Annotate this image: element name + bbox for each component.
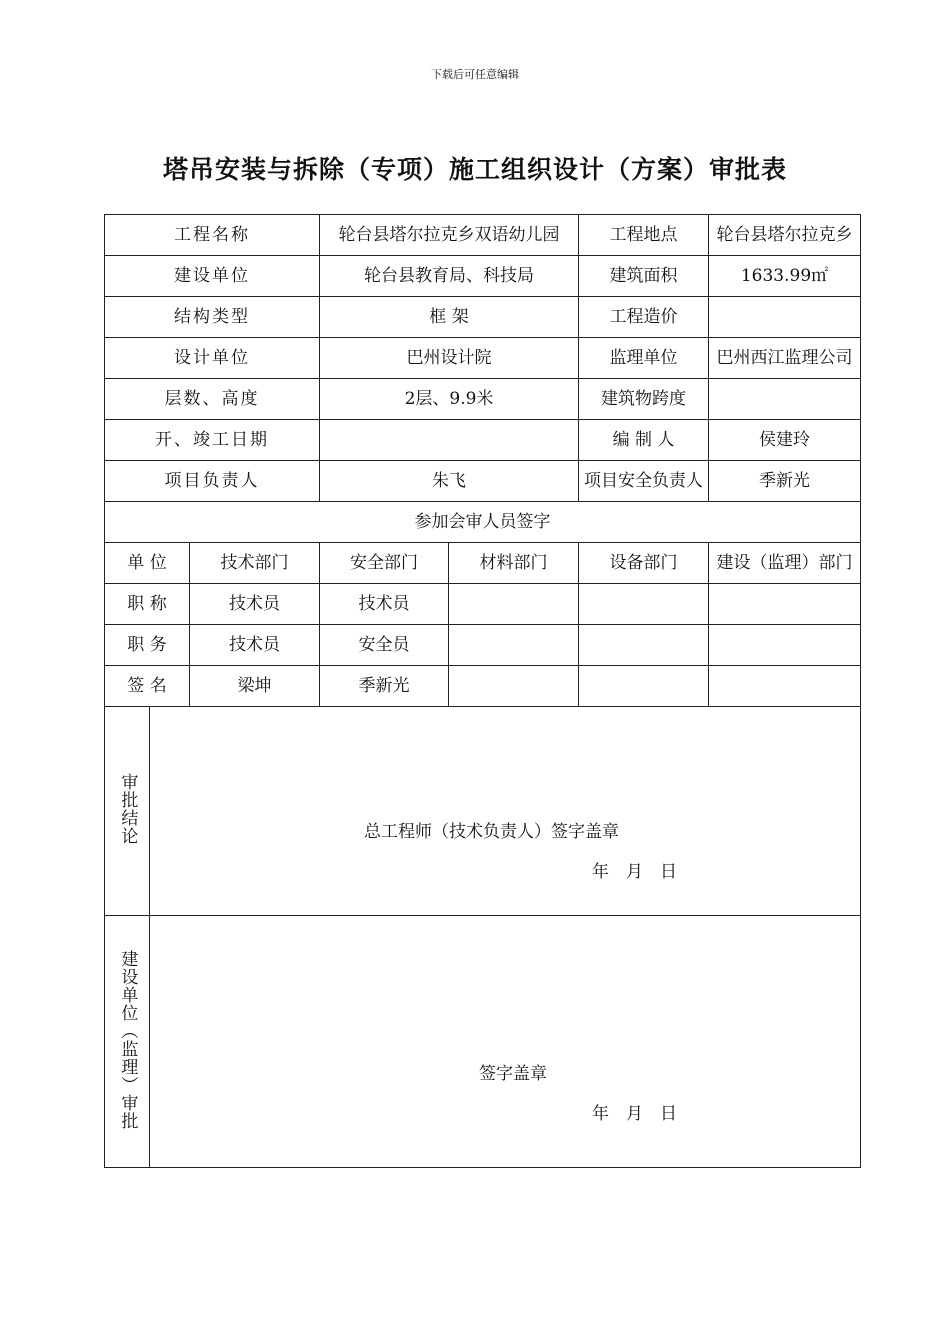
department-material: 材料部门 <box>449 543 579 584</box>
builder-approval-area <box>150 916 861 1168</box>
signature-material <box>449 666 579 707</box>
designer-value: 巴州设计院 <box>320 338 579 379</box>
editor-label: 编 制 人 <box>579 420 709 461</box>
area-label: 建筑面积 <box>579 256 709 297</box>
page-title: 塔吊安装与拆除（专项）施工组织设计（方案）审批表 <box>162 155 787 184</box>
project-location-value: 轮台县塔尔拉克乡 <box>709 215 861 256</box>
row-structure <box>105 297 861 338</box>
title-material <box>449 584 579 625</box>
row-signatures <box>105 666 861 707</box>
row-departments <box>105 543 861 584</box>
position-safety: 安全员 <box>320 625 449 666</box>
row-approval-conclusion <box>105 707 861 916</box>
department-tech: 技术部门 <box>190 543 320 584</box>
project-name-value: 轮台县塔尔拉克乡双语幼儿园 <box>320 215 579 256</box>
builder-approval-label-cell <box>105 916 150 1168</box>
cost-value <box>709 297 861 338</box>
cost-label: 工程造价 <box>579 297 709 338</box>
signature-builder-supervisor <box>709 666 861 707</box>
row-designer <box>105 338 861 379</box>
position-tech: 技术员 <box>190 625 320 666</box>
review-row-label-unit: 单 位 <box>105 543 190 584</box>
department-safety: 安全部门 <box>320 543 449 584</box>
project-name-label: 工程名称 <box>105 215 320 256</box>
floors-label: 层数、高度 <box>105 379 320 420</box>
builder-approval-date: 年 月 日 <box>592 1104 677 1124</box>
pm-label: 项目负责人 <box>105 461 320 502</box>
approval-form-table <box>104 214 861 1168</box>
signature-equipment <box>579 666 709 707</box>
row-floors <box>105 379 861 420</box>
title-safety: 技术员 <box>320 584 449 625</box>
position-material <box>449 625 579 666</box>
review-row-label-signature: 签 名 <box>105 666 190 707</box>
signature-safety: 季新光 <box>320 666 449 707</box>
row-project-name <box>105 215 861 256</box>
review-section-title: 参加会审人员签字 <box>105 502 861 543</box>
designer-label: 设计单位 <box>105 338 320 379</box>
structure-label: 结构类型 <box>105 297 320 338</box>
header-note: 下载后可任意编辑 <box>431 68 519 81</box>
approval-area <box>150 707 861 916</box>
safety-pm-value: 季新光 <box>709 461 861 502</box>
department-builder-supervisor: 建设（监理）部门 <box>709 543 861 584</box>
approval-sign-text: 总工程师（技术负责人）签字盖章 <box>364 822 619 842</box>
row-dates <box>105 420 861 461</box>
position-builder-supervisor <box>709 625 861 666</box>
project-location-label: 工程地点 <box>579 215 709 256</box>
supervisor-label: 监理单位 <box>579 338 709 379</box>
row-managers <box>105 461 861 502</box>
span-label: 建筑物跨度 <box>579 379 709 420</box>
row-titles <box>105 584 861 625</box>
review-row-label-position: 职 务 <box>105 625 190 666</box>
editor-value: 侯建玲 <box>709 420 861 461</box>
builder-label: 建设单位 <box>105 256 320 297</box>
row-builder <box>105 256 861 297</box>
pm-value: 朱飞 <box>320 461 579 502</box>
dates-value <box>320 420 579 461</box>
row-builder-approval <box>105 916 861 1168</box>
span-value <box>709 379 861 420</box>
title-tech: 技术员 <box>190 584 320 625</box>
approval-label: 审批结论 <box>117 773 138 845</box>
structure-value: 框 架 <box>320 297 579 338</box>
builder-value: 轮台县教育局、科技局 <box>320 256 579 297</box>
floors-value: 2层、9.9米 <box>320 379 579 420</box>
safety-pm-label: 项目安全负责人 <box>579 461 709 502</box>
approval-date: 年 月 日 <box>592 862 677 882</box>
row-positions <box>105 625 861 666</box>
signature-tech: 梁坤 <box>190 666 320 707</box>
supervisor-value: 巴州西江监理公司 <box>709 338 861 379</box>
department-equipment: 设备部门 <box>579 543 709 584</box>
title-builder-supervisor <box>709 584 861 625</box>
approval-label-cell <box>105 707 150 916</box>
builder-approval-sign-text: 签字盖章 <box>479 1064 547 1084</box>
builder-approval-label: 建设单位（监理）审批 <box>117 949 138 1130</box>
row-review-title <box>105 502 861 543</box>
review-row-label-title: 职 称 <box>105 584 190 625</box>
dates-label: 开、竣工日期 <box>105 420 320 461</box>
area-value: 1633.99㎡ <box>709 256 861 297</box>
position-equipment <box>579 625 709 666</box>
title-equipment <box>579 584 709 625</box>
